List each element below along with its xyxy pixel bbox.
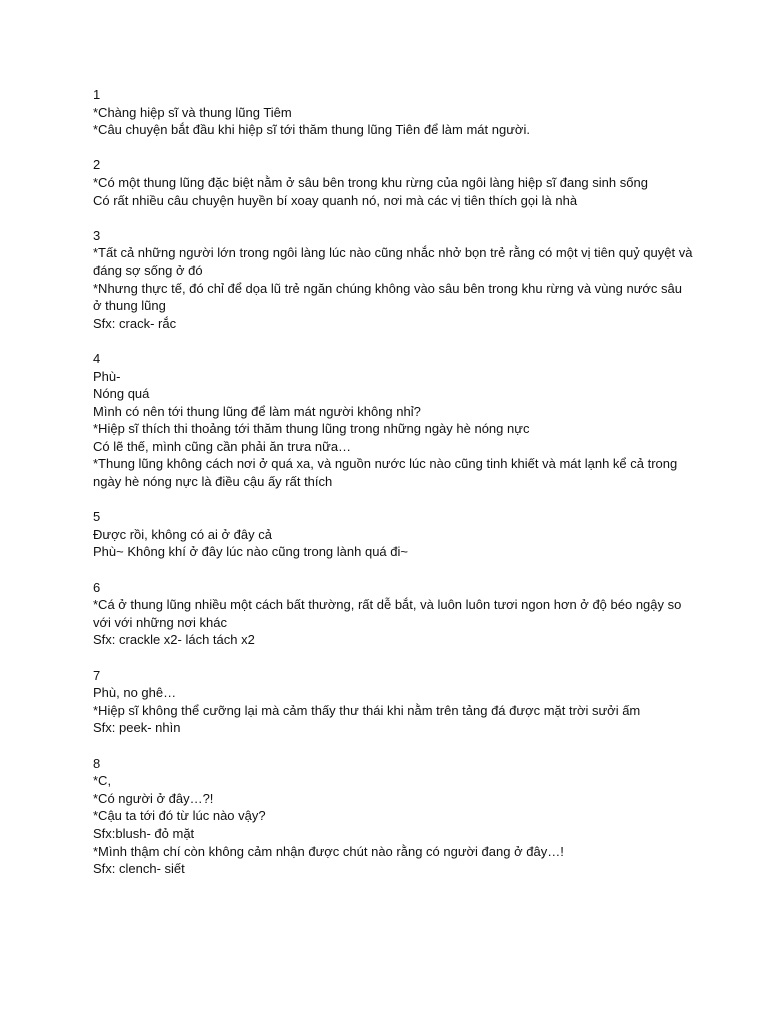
script-line: Được rồi, không có ai ở đây cả <box>93 526 272 542</box>
script-line: *Có một thung lũng đặc biệt nằm ở sâu bên trong khu rừng của ngôi làng hiệp sĩ đang sinh sống <box>93 174 648 190</box>
script-line: *Tất cả những người lớn trong ngôi làng lúc nào cũng nhắc nhở bọn trẻ rằng có một vị tiên quỷ quyệt và đáng sợ sống ở đó <box>93 245 697 278</box>
script-line: *Cá ở thung lũng nhiều một cách bất thường, rất dễ bắt, và luôn luôn tươi ngon hơn ở độ béo ngậy so với với những nơi khác <box>93 597 685 630</box>
script-line: Có lẽ thế, mình cũng cần phải ăn trưa nữa… <box>93 438 352 454</box>
script-line: *Thung lũng không cách nơi ở quá xa, và nguồn nước lúc nào cũng tinh khiết và mát lạnh kể cả trong ngày hè nóng nực là điều cậu ấy rất thích <box>93 456 681 490</box>
panel-section <box>93 86 693 139</box>
panel-number: 5 <box>93 509 101 525</box>
script-line: Nóng quá <box>93 386 150 402</box>
script-line: Có rất nhiều câu chuyện huyền bí xoay quanh nó, nơi mà các vị tiên thích gọi là nhà <box>93 192 578 208</box>
script-line: *Có người ở đây…?! <box>93 790 214 806</box>
panel-section <box>93 350 693 491</box>
panel-number: 6 <box>93 579 101 595</box>
script-line: Sfx: crackle x2- lách tách x2 <box>93 632 255 648</box>
panel-section <box>93 755 693 878</box>
script-line: *C, <box>93 773 112 789</box>
panel-number: 4 <box>93 350 101 366</box>
script-line: Phù~ Không khí ở đây lúc nào cũng trong lành quá đi~ <box>93 544 408 560</box>
panel-number: 7 <box>93 667 101 683</box>
script-line: *Chàng hiệp sĩ và thung lũng Tiêm <box>93 104 292 120</box>
panel-number: 3 <box>93 227 101 243</box>
panel-number: 8 <box>93 755 101 771</box>
script-line: *Mình thậm chí còn không cảm nhận được chút nào rằng có người đang ở đây…! <box>93 843 564 859</box>
panel-section <box>93 227 697 333</box>
panel-section <box>93 508 693 561</box>
script-line: Sfx: peek- nhìn <box>93 720 181 736</box>
panel-number: 1 <box>93 87 101 102</box>
script-line: Sfx: clench- siết <box>93 861 185 877</box>
panel-section <box>93 667 693 737</box>
panel-number: 2 <box>93 157 101 173</box>
script-line: Sfx: crack- rắc <box>93 315 177 331</box>
document-page <box>93 86 697 895</box>
panel-section <box>93 579 693 649</box>
script-line: Mình có nên tới thung lũng để làm mát người không nhỉ? <box>93 403 421 419</box>
script-line: *Hiệp sĩ thích thi thoảng tới thăm thung lũng trong những ngày hè nóng nực <box>93 421 530 437</box>
panel-section <box>93 156 693 209</box>
script-line: Phù- <box>93 368 121 384</box>
script-line: Phù, no ghê… <box>93 685 177 701</box>
script-line: Sfx:blush- đỏ mặt <box>93 825 195 841</box>
script-line: *Câu chuyện bắt đầu khi hiệp sĩ tới thăm thung lũng Tiên để làm mát người. <box>93 122 530 138</box>
script-line: *Cậu ta tới đó từ lúc nào vậy? <box>93 808 266 824</box>
script-line: *Hiệp sĩ không thể cưỡng lại mà cảm thấy thư thái khi nằm trên tảng đá được mặt trời sưởi ấm <box>93 702 641 718</box>
script-line: *Nhưng thực tế, đó chỉ để dọa lũ trẻ ngăn chúng không vào sâu bên trong khu rừng và vùng nước sâu ở thung lũng <box>93 280 686 314</box>
